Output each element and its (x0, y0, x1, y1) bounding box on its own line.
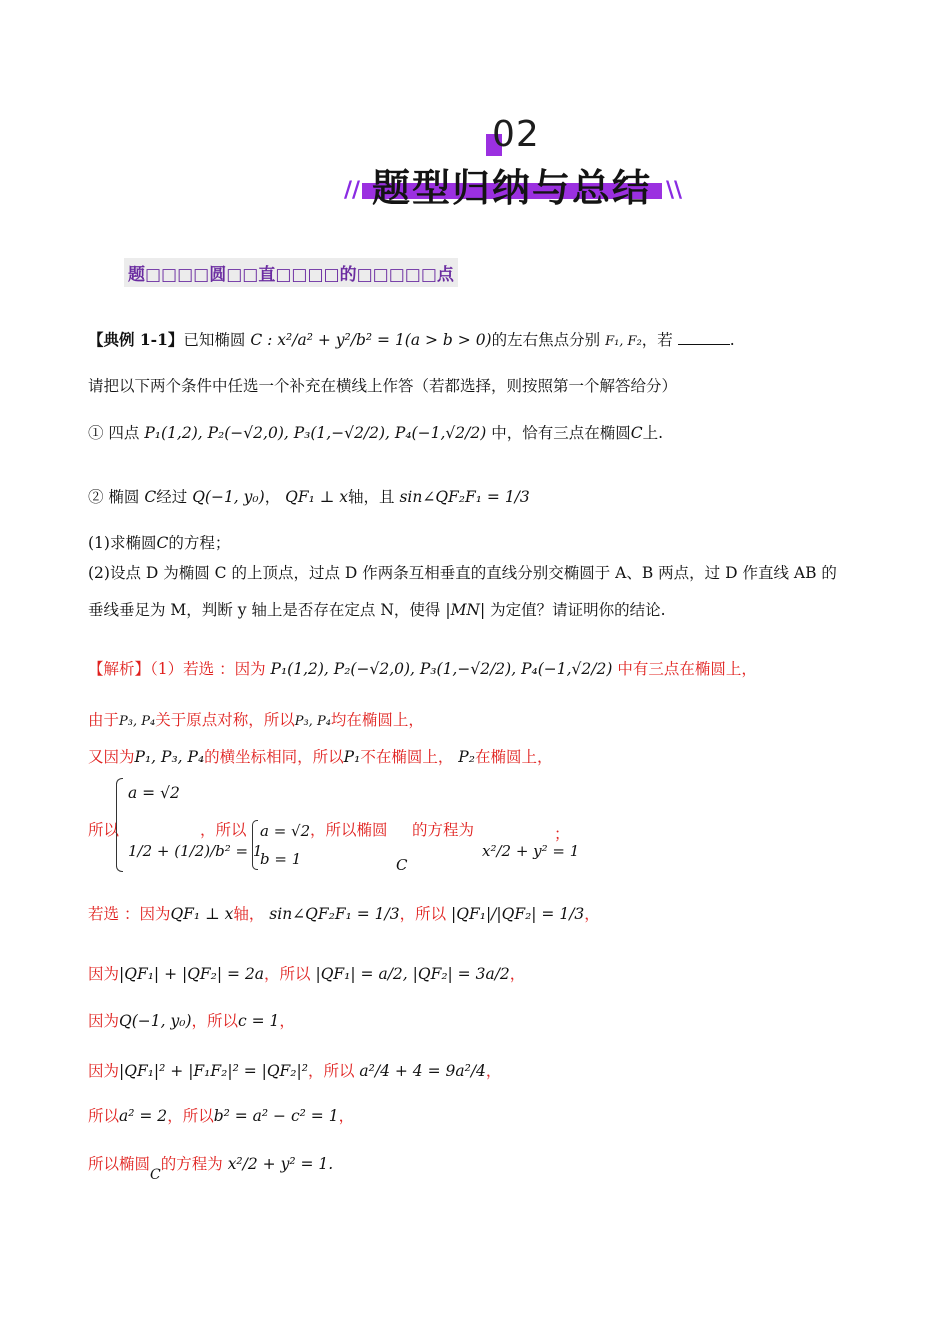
l2-a: 由于 (88, 711, 120, 729)
foci-text: 的左右焦点分别 (491, 331, 601, 349)
c5-b: ，所以 (307, 1062, 355, 1080)
c7-b: 的方程为 (160, 1155, 223, 1173)
foci-names: F₁, F₂ (605, 334, 642, 349)
c5-eq: |QF₁|² + |F₁F₂|² = |QF₂|² (119, 1062, 308, 1080)
system-eq-2: 1/2 + (1/2)/b² = 1 (128, 842, 263, 860)
result-so: ，所以 (200, 821, 247, 839)
result-brace (252, 820, 258, 870)
semicolon: ； (554, 825, 570, 843)
question-2-line-1: (2)设点 D 为椭圆 C 的上顶点，过点 D 作两条互相垂直的直线分别交椭圆于 A、B 两点，过 D 作直线 AB 的 (88, 564, 837, 582)
cond2-text: 经过 (156, 488, 188, 506)
choose-instruction: 请把以下两个条件中任选一个补充在横线上作答（若都选择，则按照第一个解答给分） (88, 377, 678, 395)
cond2-sin: sin∠QF₂F₁ = 1/3 (399, 488, 530, 506)
solution-line-sum (88, 963, 525, 985)
l3-p2: P₂ (458, 748, 475, 766)
system-so: 所以 (88, 821, 120, 839)
q2-text-a: 垂线垂足为 M，判断 y 轴上是否存在定点 N，使得 (88, 601, 441, 619)
system-brace (116, 778, 123, 872)
c4-a: 因为 (88, 1012, 120, 1030)
c7-c: C (150, 1167, 161, 1183)
condition-1 (88, 422, 663, 444)
c5-res: a²/4 + 4 = 9a²/4 (359, 1062, 486, 1080)
solution-because: ：因为 (219, 660, 266, 678)
question-1 (88, 532, 230, 554)
cond1-c: C (630, 424, 643, 442)
ellipse-c-label: C (396, 856, 408, 874)
c2-b: ：因为 (123, 905, 171, 923)
cond2-c: C (144, 488, 157, 506)
c4-d: ， (279, 1012, 295, 1030)
section-title: 题□□□□圆□□直□□□□的□□□□□点 (124, 258, 458, 287)
example-label: 【典例 1-1】 (88, 330, 184, 349)
l2-p: P₃, P₄ (119, 714, 156, 729)
c2-perp: QF₁ ⊥ x (170, 905, 234, 923)
c3-vals: |QF₁| = a/2, |QF₂| = 3a/2 (315, 965, 510, 983)
l2-b: 关于原点对称，所以 (155, 711, 295, 729)
example-intro: 已知椭圆 (183, 331, 246, 349)
ellipse-so: ，所以椭圆 (310, 821, 388, 839)
answer-blank (678, 330, 730, 345)
cond1-label: ① 四点 (88, 424, 140, 442)
solution-line-3 (88, 746, 552, 768)
solution-line-ab (88, 1105, 354, 1127)
c2-d: ，所以 (399, 905, 447, 923)
l2-p2: P₃, P₄ (294, 714, 331, 729)
c3-c: ， (509, 965, 526, 983)
q1-c: C (156, 534, 169, 552)
c3-b: ，所以 (264, 965, 311, 983)
system-eq-1: a = √2 (128, 784, 180, 802)
deco-slash-right: \\ (666, 178, 683, 203)
l3-a: 又因为 (88, 748, 135, 766)
c7-a: 所以椭圆 (88, 1155, 151, 1173)
cond2-axis: 轴，且 (348, 488, 395, 506)
solution-cond2-line (88, 903, 600, 925)
solution-line-c (88, 1010, 295, 1032)
question-2-line-2 (88, 599, 666, 621)
chapter-number: 02 (492, 114, 540, 155)
cond1-text: 中，恰有三点在椭圆 (491, 424, 631, 442)
cond2-perp: QF₁ ⊥ x (285, 488, 348, 506)
solution-line-2 (88, 709, 424, 733)
q2-mn: |MN| (445, 601, 486, 619)
solution-line-pythag (88, 1060, 501, 1082)
condition-2 (88, 486, 530, 508)
ellipse-equation: C : x²/a² + y²/b² = 1(a > b > 0) (250, 331, 492, 349)
l3-c: 不在椭圆上， (360, 748, 454, 766)
c6-b2: b² = a² − c² = 1 (213, 1107, 339, 1125)
c2-a: 若选 (88, 905, 120, 923)
l3-d: 在椭圆上， (474, 748, 553, 766)
c6-b: ，所以 (167, 1107, 214, 1125)
cond2-q: Q(−1, y₀) (192, 488, 265, 506)
c2-ratio: |QF₁|/|QF₂| = 1/3 (451, 905, 585, 923)
c6-c: ， (338, 1107, 355, 1125)
solution-label: 【解析】 (88, 660, 151, 678)
result-a: a = √2 (260, 822, 311, 840)
solution-part1: （1）若选 (150, 660, 215, 678)
result-b: b = 1 (260, 850, 302, 868)
c2-e: ， (584, 905, 600, 923)
q2-text-b: 为定值？请证明你的结论. (490, 601, 666, 619)
solution-line-1 (88, 658, 757, 680)
example-line-1 (88, 329, 735, 353)
cond2-label: ② 椭圆 (88, 488, 140, 506)
solution-final (88, 1153, 334, 1183)
solution-three-on: 中有三点在椭圆上， (617, 660, 757, 678)
c4-c: c = 1 (238, 1012, 280, 1030)
c6-a: 所以 (88, 1107, 120, 1125)
c3-sum: |QF₁| + |QF₂| = 2a (119, 965, 265, 983)
ellipse-eq-text: 的方程为 (412, 821, 475, 839)
page-title: 题型归纳与总结 (372, 166, 653, 210)
l3-p1: P₁ (343, 748, 361, 766)
c5-c: ， (485, 1062, 502, 1080)
cond2-comma: ， (264, 488, 281, 506)
l3-b: 的横坐标相同，所以 (204, 748, 344, 766)
c4-b: ，所以 (191, 1012, 239, 1030)
c2-c: 轴， (233, 905, 265, 923)
c6-a2: a² = 2 (119, 1107, 168, 1125)
l2-c: 均在椭圆上， (330, 711, 424, 729)
solution-points: P₁(1,2), P₂(−√2,0), P₃(1,−√2/2), P₄(−1,√2/2) (270, 660, 613, 678)
c4-q: Q(−1, y₀) (119, 1012, 192, 1030)
if-text: ，若 (641, 331, 673, 349)
c7-eq: x²/2 + y² = 1. (227, 1155, 334, 1173)
q1-text: (1)求椭圆 (88, 534, 157, 552)
end-dot: . (729, 331, 735, 349)
c2-sin: sin∠QF₂F₁ = 1/3 (269, 905, 400, 923)
deco-slash-left: // (344, 178, 361, 203)
c3-a: 因为 (88, 965, 120, 983)
cond1-end: 上. (642, 424, 664, 442)
q1-end: 的方程； (168, 534, 231, 552)
ellipse-equation-result: x²/2 + y² = 1 (482, 842, 580, 860)
cond1-points: P₁(1,2), P₂(−√2,0), P₃(1,−√2/2), P₄(−1,√2/2) (144, 424, 487, 442)
c5-a: 因为 (88, 1062, 120, 1080)
l3-p: P₁, P₃, P₄ (134, 748, 205, 766)
